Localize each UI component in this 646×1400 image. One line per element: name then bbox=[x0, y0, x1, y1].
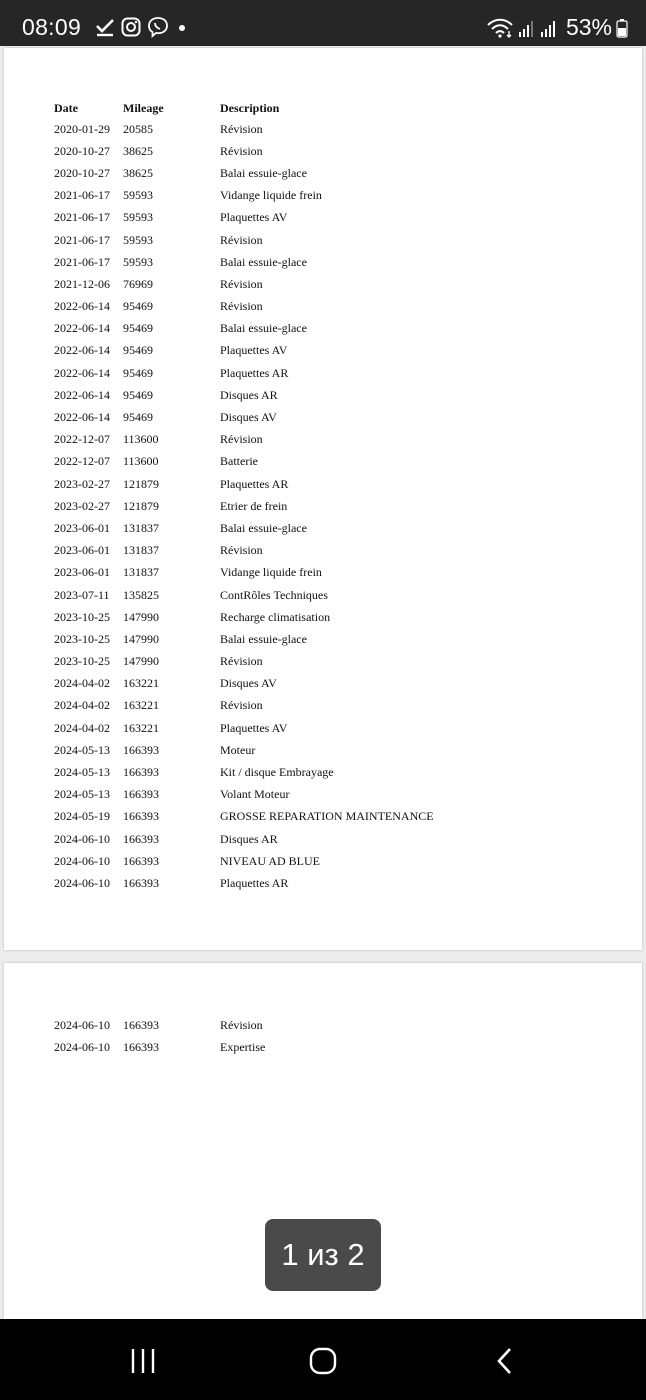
cell-date: 2024-05-13 bbox=[54, 742, 110, 757]
table-row bbox=[54, 362, 620, 384]
home-icon bbox=[308, 1346, 338, 1376]
cell-mileage: 147990 bbox=[123, 631, 159, 646]
navigation-bar bbox=[0, 1319, 646, 1400]
table-row bbox=[54, 451, 620, 473]
cell-mileage: 166393 bbox=[123, 1039, 159, 1054]
cell-description: Kit / disque Embrayage bbox=[220, 765, 334, 780]
cell-date: 2021-06-17 bbox=[54, 254, 110, 269]
cell-date: 2023-06-01 bbox=[54, 520, 110, 535]
table-row bbox=[54, 118, 620, 140]
table-row bbox=[54, 784, 620, 806]
maintenance-table bbox=[54, 98, 620, 895]
table-row bbox=[54, 185, 620, 207]
cell-description: Révision bbox=[220, 432, 263, 447]
cell-date: 2023-07-11 bbox=[54, 587, 110, 602]
cell-mileage: 95469 bbox=[123, 299, 153, 314]
cell-date: 2024-04-02 bbox=[54, 698, 110, 713]
cell-description: Révision bbox=[220, 121, 263, 136]
table-row bbox=[54, 318, 620, 340]
home-button[interactable] bbox=[293, 1341, 353, 1381]
document-page-1[interactable] bbox=[4, 48, 642, 950]
table-row bbox=[54, 406, 620, 428]
maintenance-table-continued bbox=[54, 1014, 620, 1058]
cell-description: Disques AR bbox=[220, 387, 278, 402]
cell-description: Révision bbox=[220, 1017, 263, 1032]
table-row bbox=[54, 384, 620, 406]
cell-description: Révision bbox=[220, 543, 263, 558]
table-row bbox=[54, 673, 620, 695]
cell-description: Plaquettes AR bbox=[220, 365, 289, 380]
table-row bbox=[54, 651, 620, 673]
table-row bbox=[54, 739, 620, 761]
cell-description: Plaquettes AR bbox=[220, 476, 289, 491]
cell-date: 2021-06-17 bbox=[54, 210, 110, 225]
cell-date: 2024-06-10 bbox=[54, 875, 110, 890]
table-body bbox=[54, 118, 620, 895]
cell-date: 2020-10-27 bbox=[54, 143, 110, 158]
cell-date: 2024-04-02 bbox=[54, 676, 110, 691]
cell-mileage: 166393 bbox=[123, 765, 159, 780]
cell-mileage: 147990 bbox=[123, 654, 159, 669]
table-row bbox=[54, 628, 620, 650]
cell-date: 2022-06-14 bbox=[54, 365, 110, 380]
cell-date: 2022-06-14 bbox=[54, 321, 110, 336]
cell-description: GROSSE REPARATION MAINTENANCE bbox=[220, 809, 434, 824]
header-mileage: Mileage bbox=[123, 100, 164, 115]
cell-date: 2022-06-14 bbox=[54, 299, 110, 314]
table-row bbox=[54, 340, 620, 362]
cell-mileage: 95469 bbox=[123, 343, 153, 358]
cell-description: Disques AV bbox=[220, 676, 277, 691]
cell-mileage: 166393 bbox=[123, 831, 159, 846]
cell-description: Révision bbox=[220, 276, 263, 291]
cell-date: 2023-10-25 bbox=[54, 609, 110, 624]
cell-date: 2023-02-27 bbox=[54, 476, 110, 491]
cell-description: Balai essuie-glace bbox=[220, 520, 307, 535]
recent-apps-icon bbox=[128, 1346, 158, 1376]
table-row bbox=[54, 207, 620, 229]
wifi-icon bbox=[486, 17, 514, 39]
table-row bbox=[54, 828, 620, 850]
table-row bbox=[54, 761, 620, 783]
cell-mileage: 121879 bbox=[123, 476, 159, 491]
cell-description: Balai essuie-glace bbox=[220, 254, 307, 269]
cell-description: Plaquettes AV bbox=[220, 720, 288, 735]
table-row bbox=[54, 140, 620, 162]
table-row bbox=[54, 229, 620, 251]
status-bar bbox=[0, 0, 646, 46]
table-row bbox=[54, 517, 620, 539]
table-row bbox=[54, 251, 620, 273]
cell-date: 2021-06-17 bbox=[54, 232, 110, 247]
cell-description: Vidange liquide frein bbox=[220, 188, 322, 203]
cell-mileage: 166393 bbox=[123, 875, 159, 890]
table-row bbox=[54, 1036, 620, 1058]
table-row bbox=[54, 162, 620, 184]
cell-mileage: 166393 bbox=[123, 809, 159, 824]
signal-icon bbox=[518, 18, 536, 38]
cell-mileage: 131837 bbox=[123, 565, 159, 580]
cell-mileage: 166393 bbox=[123, 853, 159, 868]
cell-description: Plaquettes AV bbox=[220, 210, 288, 225]
table-row bbox=[54, 1014, 620, 1036]
cell-mileage: 131837 bbox=[123, 543, 159, 558]
table-row bbox=[54, 695, 620, 717]
cell-mileage: 166393 bbox=[123, 1017, 159, 1032]
cell-mileage: 163221 bbox=[123, 676, 159, 691]
table-row bbox=[54, 273, 620, 295]
cell-description: Révision bbox=[220, 143, 263, 158]
dot-icon bbox=[175, 17, 189, 37]
header-date: Date bbox=[54, 100, 78, 115]
cell-description: Vidange liquide frein bbox=[220, 565, 322, 580]
cell-description: Plaquettes AV bbox=[220, 343, 288, 358]
check-icon bbox=[95, 17, 115, 37]
cell-mileage: 113600 bbox=[123, 454, 159, 469]
back-button[interactable] bbox=[475, 1341, 535, 1381]
back-icon bbox=[490, 1346, 520, 1376]
cell-date: 2024-04-02 bbox=[54, 720, 110, 735]
cell-date: 2024-06-10 bbox=[54, 853, 110, 868]
cell-description: Expertise bbox=[220, 1039, 266, 1054]
cell-date: 2022-06-14 bbox=[54, 343, 110, 358]
status-time: 08:09 bbox=[22, 14, 82, 40]
cell-description: Disques AV bbox=[220, 410, 277, 425]
cell-description: Disques AR bbox=[220, 831, 278, 846]
cell-description: Moteur bbox=[220, 742, 256, 757]
cell-description: Balai essuie-glace bbox=[220, 631, 307, 646]
cell-date: 2024-06-10 bbox=[54, 1039, 110, 1054]
cell-date: 2022-12-07 bbox=[54, 432, 110, 447]
cell-mileage: 95469 bbox=[123, 321, 153, 336]
cell-description: Batterie bbox=[220, 454, 258, 469]
cell-mileage: 95469 bbox=[123, 387, 153, 402]
table-row bbox=[54, 872, 620, 894]
cell-date: 2021-12-06 bbox=[54, 276, 110, 291]
cell-mileage: 121879 bbox=[123, 498, 159, 513]
cell-description: Balai essuie-glace bbox=[220, 165, 307, 180]
recent-apps-button[interactable] bbox=[113, 1341, 173, 1381]
cell-description: Révision bbox=[220, 299, 263, 314]
header-description: Description bbox=[220, 100, 280, 115]
cell-date: 2022-12-07 bbox=[54, 454, 110, 469]
cell-date: 2024-05-13 bbox=[54, 765, 110, 780]
page-indicator: 1 из 2 bbox=[265, 1219, 381, 1291]
table-row bbox=[54, 540, 620, 562]
cell-mileage: 163221 bbox=[123, 720, 159, 735]
cell-mileage: 166393 bbox=[123, 742, 159, 757]
cell-description: ContRôles Techniques bbox=[220, 587, 328, 602]
cell-mileage: 131837 bbox=[123, 520, 159, 535]
cell-mileage: 20585 bbox=[123, 121, 153, 136]
cell-description: Balai essuie-glace bbox=[220, 321, 307, 336]
cell-description: Volant Moteur bbox=[220, 787, 290, 802]
table-row bbox=[54, 850, 620, 872]
table-row bbox=[54, 296, 620, 318]
table-row bbox=[54, 562, 620, 584]
cell-mileage: 76969 bbox=[123, 276, 153, 291]
cell-description: Recharge climatisation bbox=[220, 609, 331, 624]
cell-mileage: 38625 bbox=[123, 143, 153, 158]
cell-date: 2023-10-25 bbox=[54, 654, 110, 669]
table-row bbox=[54, 806, 620, 828]
table-row bbox=[54, 473, 620, 495]
cell-date: 2023-06-01 bbox=[54, 565, 110, 580]
table-row bbox=[54, 606, 620, 628]
cell-date: 2022-06-14 bbox=[54, 410, 110, 425]
cell-mileage: 163221 bbox=[123, 698, 159, 713]
cell-mileage: 59593 bbox=[123, 210, 153, 225]
cell-description: NIVEAU AD BLUE bbox=[220, 853, 320, 868]
table-row bbox=[54, 495, 620, 517]
cell-date: 2020-10-27 bbox=[54, 165, 110, 180]
cell-date: 2021-06-17 bbox=[54, 188, 110, 203]
cell-date: 2024-06-10 bbox=[54, 1017, 110, 1032]
cell-description: Révision bbox=[220, 654, 263, 669]
cell-description: Etrier de frein bbox=[220, 498, 288, 513]
table-body bbox=[54, 1014, 620, 1058]
cell-description: Révision bbox=[220, 698, 263, 713]
battery-icon bbox=[616, 18, 628, 38]
cell-mileage: 59593 bbox=[123, 232, 153, 247]
cell-mileage: 38625 bbox=[123, 165, 153, 180]
cell-date: 2022-06-14 bbox=[54, 387, 110, 402]
cell-date: 2020-01-29 bbox=[54, 121, 110, 136]
cell-description: Révision bbox=[220, 232, 263, 247]
viber-icon bbox=[147, 16, 169, 38]
cell-mileage: 113600 bbox=[123, 432, 159, 447]
table-header-row bbox=[54, 98, 620, 118]
cell-mileage: 166393 bbox=[123, 787, 159, 802]
table-row bbox=[54, 584, 620, 606]
cell-mileage: 95469 bbox=[123, 365, 153, 380]
cell-date: 2023-06-01 bbox=[54, 543, 110, 558]
cell-mileage: 135825 bbox=[123, 587, 159, 602]
instagram-icon bbox=[121, 17, 141, 37]
cell-date: 2024-05-19 bbox=[54, 809, 110, 824]
cell-date: 2023-10-25 bbox=[54, 631, 110, 646]
battery-percent: 53% bbox=[565, 14, 612, 40]
cell-description: Plaquettes AR bbox=[220, 875, 289, 890]
table-row bbox=[54, 717, 620, 739]
cell-mileage: 147990 bbox=[123, 609, 159, 624]
cell-mileage: 59593 bbox=[123, 254, 153, 269]
cell-date: 2023-02-27 bbox=[54, 498, 110, 513]
signal-icon bbox=[540, 18, 558, 38]
cell-date: 2024-06-10 bbox=[54, 831, 110, 846]
notification-icons bbox=[95, 16, 189, 38]
table-row bbox=[54, 429, 620, 451]
cell-date: 2024-05-13 bbox=[54, 787, 110, 802]
cell-mileage: 59593 bbox=[123, 188, 153, 203]
cell-mileage: 95469 bbox=[123, 410, 153, 425]
system-icons bbox=[486, 14, 628, 41]
